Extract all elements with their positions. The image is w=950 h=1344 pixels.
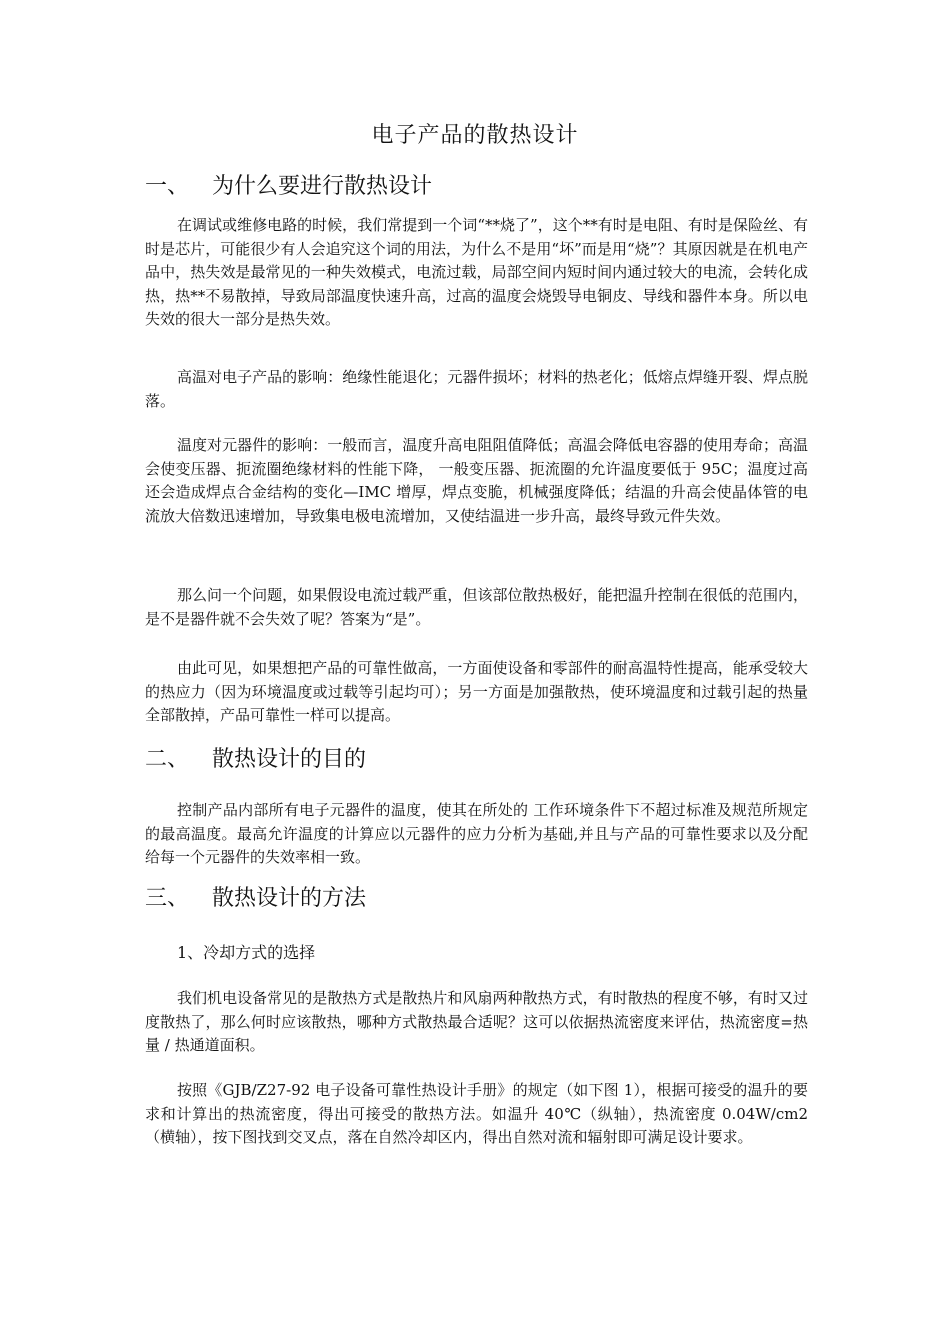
section-title: 散热设计的方法 xyxy=(212,886,367,911)
section-number: 二、 xyxy=(145,747,190,772)
document-title: 电子产品的散热设计 xyxy=(371,123,579,148)
paragraph: 控制产品内部所有电子元器件的温度，使其在所处的 工作环境条件下不超过标准及规范所规定的最高温度。最高允许温度的计算应以元器件的应力分析为基础,并且与产品的可靠性要求以及分配给每一个元器件的失效率相一致。 xyxy=(145,801,808,866)
paragraph: 那么问一个问题，如果假设电流过载严重，但该部位散热极好，能把温升控制在很低的范围内，是不是器件就不会失效了呢？答案为“是”。 xyxy=(145,586,808,628)
paragraph: 温度对元器件的影响：一般而言，温度升高电阻阻值降低；高温会降低电容器的使用寿命；高温会使变压器、扼流圈绝缘材料的性能下降， 一般变压器、扼流圈的允许温度要低于 95C；温度过高还会造成焊点合金结构的变化—IMC 增厚，焊点变脆，机械强度降低；结温的升高会使晶体管的电流放大倍数迅速增加，导致集电极电流增加，又使结温进一步升高，最终导致元件失效。 xyxy=(145,436,808,525)
paragraph: 在调试或维修电路的时候，我们常提到一个词“**烧了”，这个**有时是电阻、有时是保险丝、有时是芯片，可能很少有人会追究这个词的用法，为什么不是用“坏”而是用“烧”？其原因就是在机电产品中，热失效是最常见的一种失效模式，电流过载，局部空间内短时间内通过较大的电流，会转化成热，热**不易散掉，导致局部温度快速升高，过高的温度会烧毁导电铜皮、导线和器件本身。所以电失效的很大一部分是热失效。 xyxy=(145,216,808,328)
section-heading-2 xyxy=(145,745,366,775)
paragraph: 高温对电子产品的影响：绝缘性能退化；元器件损坏；材料的热老化；低熔点焊缝开裂、焊点脱落。 xyxy=(145,368,808,410)
paragraph: 按照《GJB/Z27-92 电子设备可靠性热设计手册》的规定（如下图 1），根据可接受的温升的要求和计算出的热流密度，得出可接受的散热方法。如温升 40℃（纵轴），热流密度 0.04W/cm2（横轴），按下图找到交叉点，落在自然冷却区内，得出自然对流和辐射即可满足设计要求。 xyxy=(145,1081,808,1146)
paragraph: 由此可见，如果想把产品的可靠性做高，一方面使设备和零部件的耐高温特性提高，能承受较大的热应力（因为环境温度或过载等引起均可）；另一方面是加强散热，使环境温度和过载引起的热量全部散掉，产品可靠性一样可以提高。 xyxy=(145,659,808,724)
section-title: 散热设计的目的 xyxy=(212,747,367,772)
paragraph: 我们机电设备常见的是散热方式是散热片和风扇两种散热方式，有时散热的程度不够，有时又过度散热了，那么何时应该散热，哪种方式散热最合适呢？这可以依据热流密度来评估，热流密度=热量 / 热通道面积。 xyxy=(145,989,808,1054)
section-number: 三、 xyxy=(145,886,190,911)
section-title: 为什么要进行散热设计 xyxy=(212,174,433,199)
section-heading-3 xyxy=(145,884,366,914)
section-number: 一、 xyxy=(145,174,190,199)
subheading: 1、冷却方式的选择 xyxy=(177,943,316,962)
section-heading-1 xyxy=(145,172,432,202)
